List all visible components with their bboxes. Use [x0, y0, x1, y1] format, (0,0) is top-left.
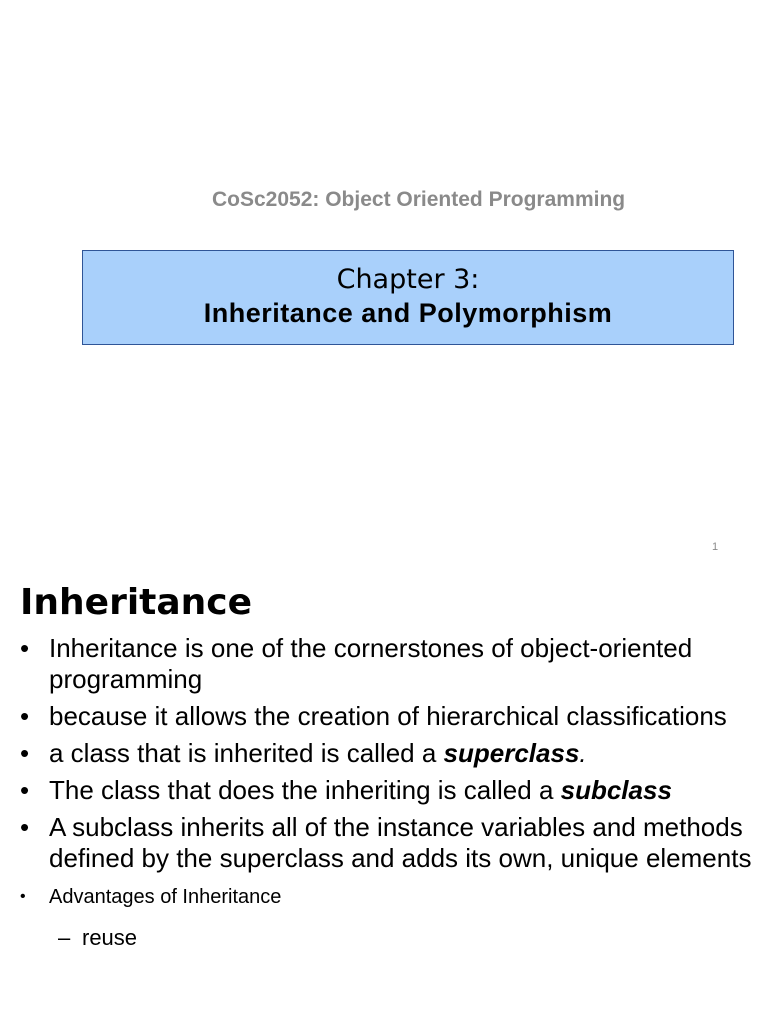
course-title: CoSc2052: Object Oriented Programming: [212, 188, 626, 211]
term-punctuation: .: [579, 738, 587, 768]
bullet-icon: •: [20, 888, 26, 905]
bullet-item: [20, 701, 760, 732]
bullet-item: [20, 812, 760, 874]
advantages-bullet: [20, 884, 760, 910]
bullet-icon: •: [20, 775, 30, 805]
bullet-icon: •: [20, 738, 30, 768]
bullet-icon: •: [20, 633, 30, 663]
chapter-title-box: [82, 250, 734, 345]
bullet-icon: •: [20, 701, 30, 731]
page-number: 1: [712, 541, 719, 553]
sub-bullet-item: [20, 924, 760, 952]
bullet-text: a class that is inherited is called a: [49, 738, 444, 768]
chapter-name: Inheritance and Polymorphism: [203, 298, 613, 328]
term-subclass: subclass: [560, 775, 672, 805]
chapter-number: Chapter 3:: [336, 264, 480, 295]
slide-title: Inheritance: [20, 582, 253, 623]
advantages-text: Advantages of Inheritance: [49, 886, 282, 908]
bullet-text: A subclass inherits all of the instance variables and methods defined by the superclass and adds its own, unique elements: [49, 812, 752, 873]
term-superclass: superclass: [443, 738, 580, 768]
bullet-text: because it allows the creation of hierarchical classifications: [49, 701, 727, 731]
dash-icon: –: [58, 925, 71, 950]
bullet-icon: •: [20, 812, 30, 842]
inheritance-slide: [0, 565, 768, 1024]
bullet-item: [20, 775, 760, 806]
bullet-item: [20, 738, 760, 769]
bullet-list: [20, 633, 760, 952]
sub-bullet-text: reuse: [82, 925, 138, 950]
bullet-item: [20, 633, 760, 695]
bullet-text: Inheritance is one of the cornerstones of object-oriented programming: [49, 633, 693, 694]
bullet-text: The class that does the inheriting is called a: [49, 775, 561, 805]
